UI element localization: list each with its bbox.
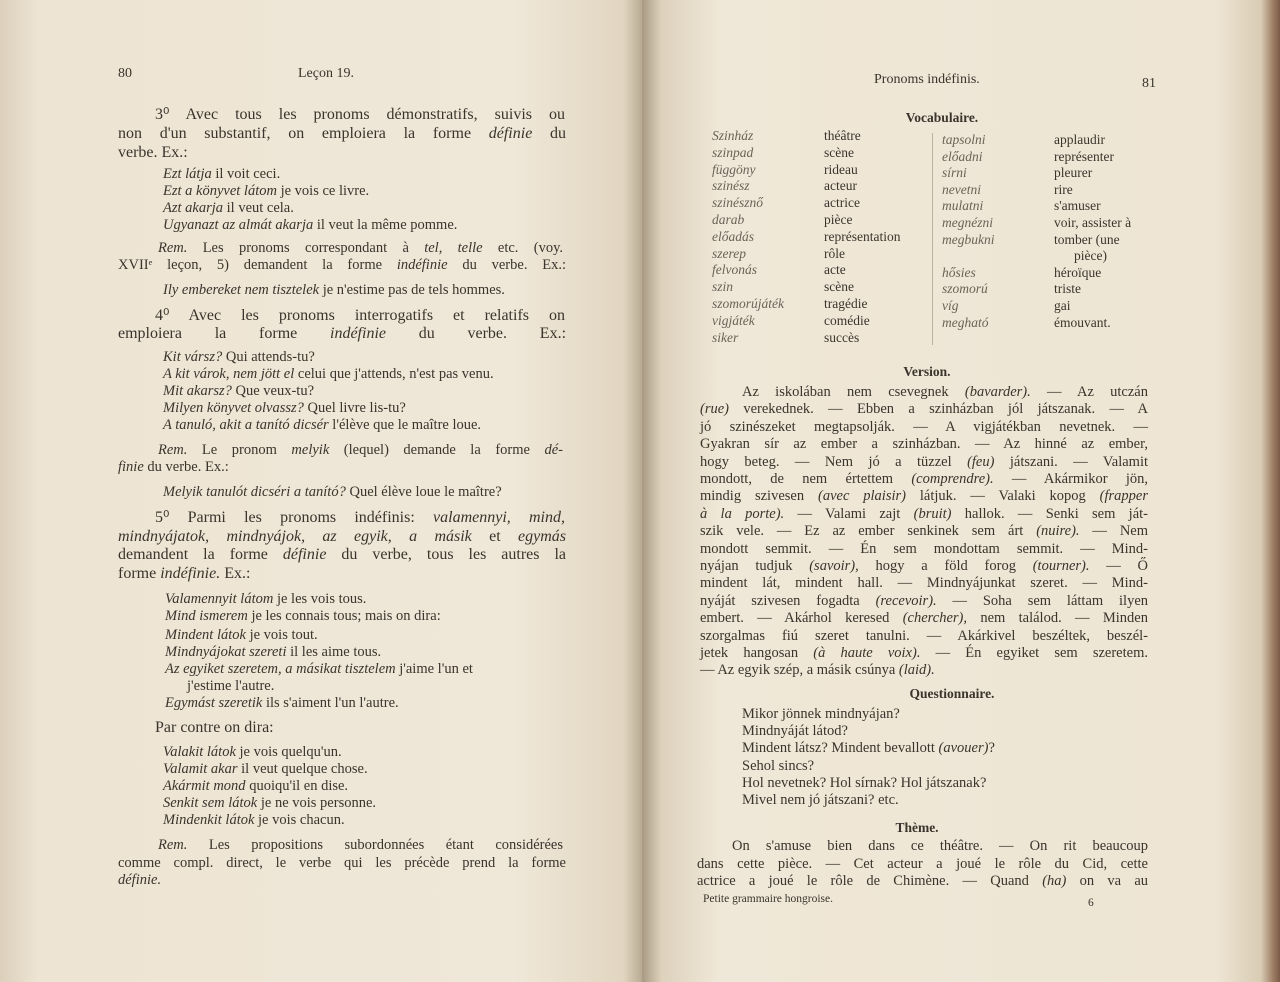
questionnaire-heading: Questionnaire. — [909, 686, 995, 701]
text-line — [700, 436, 1148, 453]
vocab-translation: triste — [1054, 281, 1081, 297]
text-line — [118, 125, 566, 142]
hungarian-word: szinész — [712, 178, 750, 194]
text: XVIIᵉ leçon, 5) demandent la forme — [118, 257, 397, 273]
text: Mivel nem jó játszani? etc. — [742, 792, 899, 808]
italic-text: Azt akarja — [163, 200, 224, 216]
text: Ex.: — [220, 565, 251, 582]
text: játszani. — Valamit — [994, 453, 1149, 470]
vocab-translation: acte — [824, 262, 846, 278]
vocabulary-heading: Vocabulaire. — [905, 110, 979, 125]
vocab-term — [942, 298, 959, 315]
text-line — [163, 366, 494, 383]
italic-text: Az egyiket szeretem, a másikat tisztelem — [165, 661, 396, 677]
text: je vois tout. — [245, 627, 318, 643]
text: szik vele. — Ez az ember senkinek sem árt — [700, 523, 1037, 540]
text: (lequel) demande la forme — [329, 442, 545, 458]
text: il les aime tous. — [286, 644, 382, 660]
vocab-term — [942, 315, 989, 332]
text: je vois ce livre. — [276, 183, 370, 199]
vocab-translation: représenter — [1054, 148, 1114, 164]
text: mondott semmit. — Én sem mondottam semmit. — Mind- — [700, 540, 1148, 557]
hungarian-word: előadás — [712, 228, 754, 244]
text-line — [742, 740, 995, 757]
vocab-term — [942, 182, 981, 199]
vocab-term — [712, 229, 754, 246]
text: du verbe. Ex.: — [447, 257, 566, 273]
text-line — [158, 837, 563, 854]
vocab-term — [712, 195, 763, 212]
vocab-translation: scène — [824, 144, 854, 160]
text: jó szinészeket megtapsolják. — A vigjátékban nevetnek. — — [700, 418, 1148, 435]
text-line — [700, 628, 1148, 645]
version-heading: Version. — [903, 364, 951, 379]
text: Les pronoms correspondant à — [187, 240, 425, 256]
italic-text: Valamit akar — [163, 761, 238, 777]
text: 4⁰ Avec les pronoms interrogatifs et relatifs on — [155, 307, 565, 324]
vocab-term — [712, 313, 755, 330]
italic-text: Ezt látja — [163, 166, 212, 182]
vocab-term — [712, 279, 733, 296]
text: etc. (voy. — [482, 240, 563, 256]
vocab-term — [942, 265, 976, 282]
italic-text: indéfinie. — [160, 565, 221, 582]
vocab-translation: pleurer — [1054, 165, 1093, 181]
vocab-term — [712, 262, 757, 279]
text-line — [700, 401, 1148, 418]
italic-text: (avouer) — [938, 740, 989, 757]
italic-text: dé- — [544, 442, 563, 458]
text-line — [118, 565, 250, 582]
text-line — [163, 484, 502, 501]
text: Qui attends-tu? — [222, 349, 315, 365]
text-line — [732, 838, 1148, 855]
text: jetek hangosan — [700, 645, 814, 661]
text: ? — [988, 740, 995, 757]
vocab-translation: tragédie — [824, 296, 868, 311]
text: dans cette pièce. — Cet acteur a joué le rôle du Cid, cette — [697, 855, 1148, 872]
hungarian-word: felvonás — [712, 262, 757, 278]
vocab-translation: rôle — [824, 245, 845, 261]
italic-text: finie — [118, 459, 144, 475]
italic-text: (comprendre). — [911, 471, 994, 487]
hungarian-word: előadni — [942, 148, 983, 164]
italic-text: (à haute voix). — [813, 645, 921, 661]
italic-text: (ha) — [1042, 873, 1067, 890]
text: et — [471, 528, 519, 545]
text-line — [697, 873, 1148, 890]
vocab-term — [942, 165, 967, 182]
text: látjuk. — Valaki kopog — [905, 488, 1100, 505]
italic-text: (laid). — [898, 662, 935, 679]
text-line — [118, 855, 566, 872]
text: du — [532, 125, 566, 142]
text-line — [118, 325, 566, 342]
text-line — [700, 593, 1148, 610]
text-line — [700, 575, 1148, 592]
page-number: 80 — [118, 66, 132, 81]
text-line — [163, 217, 457, 234]
text: emploiera la forme — [118, 325, 330, 342]
vocab-translation: tomber (une — [1054, 231, 1120, 247]
text: je les vois tous. — [273, 591, 367, 607]
vocab-term — [712, 212, 744, 229]
italic-text: (savoir), — [809, 558, 859, 574]
text-line — [700, 454, 1148, 471]
text: 5⁰ Parmi les pronoms indéfinis: — [155, 509, 434, 526]
text: on va au — [1066, 873, 1149, 890]
text: je les connais tous; mais on dira: — [247, 608, 441, 624]
column-divider — [932, 133, 933, 345]
text-line — [163, 166, 280, 183]
text: — Az egyik szép, a másik csúnya — [700, 662, 899, 679]
text-line — [158, 442, 563, 459]
text-line — [163, 349, 315, 366]
text-line — [165, 608, 441, 625]
italic-text: Kit vársz? — [163, 349, 223, 365]
vocab-translation: représentation — [824, 228, 901, 244]
italic-text: tel, telle — [424, 240, 483, 256]
hungarian-word: szomorújáték — [712, 296, 784, 311]
text-line — [118, 546, 566, 563]
text: mindent lát, mindent hall. — Mindnyájunkat szeret. — Mind- — [700, 575, 1148, 592]
text-line — [742, 384, 1148, 401]
vocab-term — [712, 330, 738, 347]
hungarian-word: szerep — [712, 245, 746, 261]
italic-text: Mit akarsz? — [163, 383, 232, 399]
text-line — [163, 778, 348, 795]
hungarian-word: darab — [712, 212, 745, 227]
vocab-translation: pièce — [824, 212, 853, 227]
italic-text: à la porte). — [700, 505, 785, 522]
italic-text: (nuire). — [1036, 523, 1080, 540]
text: mindig szivesen — [700, 488, 818, 505]
text: embert. — Akárhol keresed — [700, 610, 903, 627]
hungarian-word: tapsolni — [942, 132, 986, 147]
vocab-term — [712, 296, 784, 313]
italic-text: (feu) — [967, 453, 995, 470]
text: Hol nevetnek? Hol sírnak? Hol játszanak? — [742, 774, 987, 791]
text: verekednek. — Ebben a szinházban jól játszanak. — A — [729, 401, 1148, 418]
italic-text: Melyik tanulót dicséri a tanító? — [163, 484, 346, 500]
vocab-term — [942, 149, 983, 166]
italic-text: (bavarder). — [964, 384, 1031, 400]
text: Quel livre lis-tu? — [303, 400, 406, 416]
text: nyáját szivesen fogadta — [700, 592, 876, 609]
hungarian-word: víg — [942, 298, 959, 313]
text-line — [118, 872, 161, 889]
vocab-translation: applaudir — [1054, 132, 1105, 147]
vocab-term — [942, 232, 994, 249]
vocab-translation: gai — [1054, 298, 1071, 313]
text: comme compl. direct, le verbe qui les précède prend la forme — [118, 855, 566, 871]
text-line — [700, 523, 1148, 540]
text-line — [697, 856, 1148, 873]
text-line — [163, 812, 345, 829]
italic-text: Mind ismerem — [165, 608, 248, 624]
text: il veut cela. — [223, 200, 294, 216]
text: actrice a joué le rôle de Chimène. — Quand — [697, 873, 1043, 890]
text: je vois chacun. — [254, 812, 345, 828]
vocab-translation: rideau — [824, 161, 858, 177]
text-line — [742, 775, 986, 792]
text: Quel élève loue le maître? — [345, 484, 502, 500]
vocab-translation: succès — [824, 329, 860, 345]
italic-text: A kit várok, nem jött el — [163, 366, 295, 382]
text-line — [742, 723, 848, 740]
text: Les propositions subordonnées étant considérées — [187, 837, 563, 853]
text: quoiqu'il en dise. — [245, 778, 349, 794]
italic-text: Akármit mond — [163, 778, 246, 794]
vocab-translation: actrice — [824, 195, 860, 211]
vocab-term — [942, 198, 983, 215]
italic-text: (chercher), — [902, 610, 967, 627]
text-line — [165, 695, 399, 712]
italic-text: egymás — [518, 528, 567, 545]
text-line — [118, 459, 229, 476]
text-line — [163, 183, 369, 200]
text: non d'un substantif, on emploiera la forme — [118, 125, 489, 142]
text: mondott, de nem értettem — [700, 471, 912, 487]
vocab-translation: pièce) — [1074, 248, 1107, 264]
italic-text: Rem. — [158, 837, 188, 853]
text: il veut la même pomme. — [313, 217, 458, 233]
text: Mindnyáját látod? — [742, 723, 848, 740]
vocab-translation: scène — [824, 279, 854, 295]
text: du verbe. Ex.: — [143, 459, 229, 475]
italic-text: définie — [282, 546, 327, 563]
text: nyájan tudjuk — [700, 558, 810, 574]
running-head: Leçon 19. — [298, 66, 354, 81]
text: il voit ceci. — [211, 166, 281, 182]
italic-text: (tourner). — [1032, 558, 1090, 574]
italic-text: Valakit látok — [163, 744, 236, 760]
hungarian-word: hősies — [942, 264, 976, 280]
text: il veut quelque chose. — [237, 761, 368, 777]
vocab-translation: acteur — [824, 178, 857, 194]
text-line — [163, 200, 294, 217]
italic-text: Ezt a könyvet látom — [163, 183, 277, 199]
text: — Akármikor jön, — [993, 471, 1148, 487]
text: je vois quelqu'un. — [235, 744, 342, 760]
text-line — [163, 282, 505, 299]
italic-text: Valamennyit látom — [165, 591, 274, 607]
vocab-translation: émouvant. — [1054, 314, 1111, 330]
text: verbe. Ex.: — [118, 144, 188, 161]
signature-number: 6 — [1088, 897, 1094, 909]
hungarian-word: vigjáték — [712, 312, 755, 328]
text-line — [163, 744, 342, 761]
text-line — [165, 644, 381, 661]
text-line — [700, 662, 935, 679]
italic-text: Egymást szeretik — [165, 695, 263, 711]
text-line — [700, 610, 1148, 627]
text: hallok. — Senki sem ját- — [951, 505, 1149, 522]
footer-signature: Petite grammaire hongroise. — [703, 893, 833, 905]
italic-text: indéfinie — [396, 257, 448, 273]
text-line — [163, 761, 368, 778]
vocab-translation: rire — [1054, 181, 1073, 197]
text-line — [155, 719, 274, 736]
vocab-term — [712, 128, 753, 145]
text-line — [700, 645, 1148, 662]
text: du verbe. Ex.: — [385, 325, 567, 342]
hungarian-word: szomorú — [942, 281, 988, 297]
italic-text: (recevoir). — [875, 592, 937, 609]
italic-text: A tanuló, akit a tanító dicsér — [163, 417, 329, 433]
text-line — [700, 558, 1148, 575]
text-line — [118, 528, 566, 545]
text: szorgalmas fiú szeret tanulni. — Akárkivel beszéltek, beszél- — [700, 627, 1148, 644]
hungarian-word: mulatni — [942, 198, 984, 214]
text-line — [700, 541, 1148, 558]
hungarian-word: szinésznő — [712, 195, 764, 211]
text-line — [700, 471, 1148, 488]
italic-text: Milyen könyvet olvassz? — [163, 400, 304, 416]
italic-text: Mindenkit látok — [163, 812, 255, 828]
italic-text: melyik — [291, 442, 330, 458]
vocab-term — [942, 215, 993, 232]
hungarian-word: függöny — [712, 161, 756, 177]
vocab-translation: comédie — [824, 312, 870, 328]
text-line — [118, 257, 566, 274]
text: — Nem — [1079, 523, 1149, 540]
italic-text: Rem. — [158, 442, 188, 458]
hungarian-word: szin — [712, 279, 734, 295]
vocab-term — [712, 246, 746, 263]
text-line — [165, 627, 318, 644]
italic-text: (bruit) — [913, 505, 952, 522]
italic-text: Mindnyájokat szereti — [165, 644, 287, 660]
hungarian-word: nevetni — [942, 181, 981, 197]
vocab-term — [712, 162, 756, 179]
text: — Az utczán — [1030, 384, 1148, 400]
italic-text: définie. — [118, 872, 162, 888]
vocab-term — [712, 145, 753, 162]
theme-heading: Thème. — [895, 820, 939, 835]
text-line — [187, 678, 274, 695]
text: je ne vois personne. — [257, 795, 377, 811]
text: — Én egyiket sem szeretem. — [920, 645, 1148, 661]
italic-text: Senkit sem látok — [163, 795, 258, 811]
text: 3⁰ Avec tous les pronoms démonstratifs, suivis ou — [155, 106, 565, 123]
text: Mindent látsz? Mindent bevallott — [742, 740, 939, 757]
hungarian-word: megható — [942, 314, 989, 330]
vocab-translation: voir, assister à — [1054, 215, 1132, 230]
text: Gyakran sír az ember a szinházban. — Az hinné az ember, — [700, 436, 1148, 453]
vocab-term — [942, 281, 988, 298]
text-line — [163, 383, 314, 400]
text: On s'amuse bien dans ce théâtre. — On rit beaucoup — [732, 838, 1148, 854]
text-line — [700, 488, 1148, 505]
text-line — [158, 240, 563, 257]
italic-text: indéfinie — [330, 325, 386, 342]
hungarian-word: siker — [712, 329, 739, 345]
text: Az iskolában nem csevegnek — [742, 384, 965, 400]
italic-text: (frapper — [1099, 488, 1148, 505]
text-line — [163, 417, 481, 434]
italic-text: Mindent látok — [165, 627, 246, 643]
italic-text: (avec plaisir) — [818, 488, 906, 505]
right-page — [642, 0, 1280, 982]
text: Par contre on dira: — [155, 719, 274, 736]
text: Le pronom — [187, 442, 292, 458]
text-line — [155, 509, 565, 526]
text: Mikor jönnek mindnyájan? — [742, 706, 900, 722]
text-line — [165, 661, 473, 678]
italic-text: mindnyájatok, mindnyájok, az egyik, a másik — [118, 528, 472, 545]
italic-text: Ily embereket nem tisztelek — [163, 282, 320, 298]
text: — Ő — [1089, 558, 1148, 574]
vocab-term — [942, 132, 986, 149]
text-line — [700, 506, 1148, 523]
text: Que veux-tu? — [231, 383, 315, 399]
hungarian-word: megnézni — [942, 215, 993, 230]
text-line — [742, 792, 899, 809]
italic-text: Ugyanazt az almát akarja — [163, 217, 314, 233]
text: hogy a föld forog — [858, 558, 1033, 574]
text: — Soha sem láttam ilyen — [936, 592, 1148, 609]
hungarian-word: sírni — [942, 165, 967, 181]
text-line — [163, 400, 406, 417]
text-line — [118, 144, 188, 161]
vocab-translation: s'amuser — [1054, 198, 1101, 214]
vocab-translation: héroïque — [1054, 264, 1102, 280]
vocab-translation: théâtre — [824, 128, 861, 143]
text-line — [700, 419, 1148, 436]
text: du verbe, tous les autres la — [326, 546, 566, 563]
italic-text: Rem. — [158, 240, 188, 256]
hungarian-word: Szinház — [712, 128, 754, 143]
text: ils s'aiment l'un l'autre. — [262, 695, 399, 711]
text: l'élève que le maître loue. — [328, 417, 482, 433]
italic-text: définie — [488, 125, 533, 142]
text: je n'estime pas de tels hommes. — [319, 282, 505, 298]
text-line — [163, 795, 376, 812]
text-line — [155, 307, 565, 324]
text: hogy beteg. — Nem jó a tüzzel — [700, 453, 968, 470]
text: Sehol sincs? — [742, 757, 815, 774]
text-line — [155, 106, 565, 123]
hungarian-word: megbukni — [942, 231, 995, 247]
text: celui que j'attends, n'est pas venu. — [294, 366, 494, 382]
text: — Valami zajt — [784, 505, 914, 522]
running-head: Pronoms indéfinis. — [874, 72, 980, 87]
text: j'estime l'autre. — [187, 678, 275, 694]
vocab-term — [712, 178, 750, 195]
italic-text: valamennyi, mind, — [433, 509, 565, 526]
text: j'aime l'un et — [395, 661, 473, 677]
page-number: 81 — [1142, 76, 1156, 91]
hungarian-word: szinpad — [712, 144, 754, 160]
italic-text: (rue) — [700, 401, 729, 418]
text: nem találod. — Minden — [967, 610, 1148, 627]
text-line — [742, 758, 814, 775]
text-line — [742, 706, 900, 723]
text: forme — [118, 565, 161, 582]
text-line — [165, 591, 366, 608]
text: demandent la forme — [118, 546, 283, 563]
